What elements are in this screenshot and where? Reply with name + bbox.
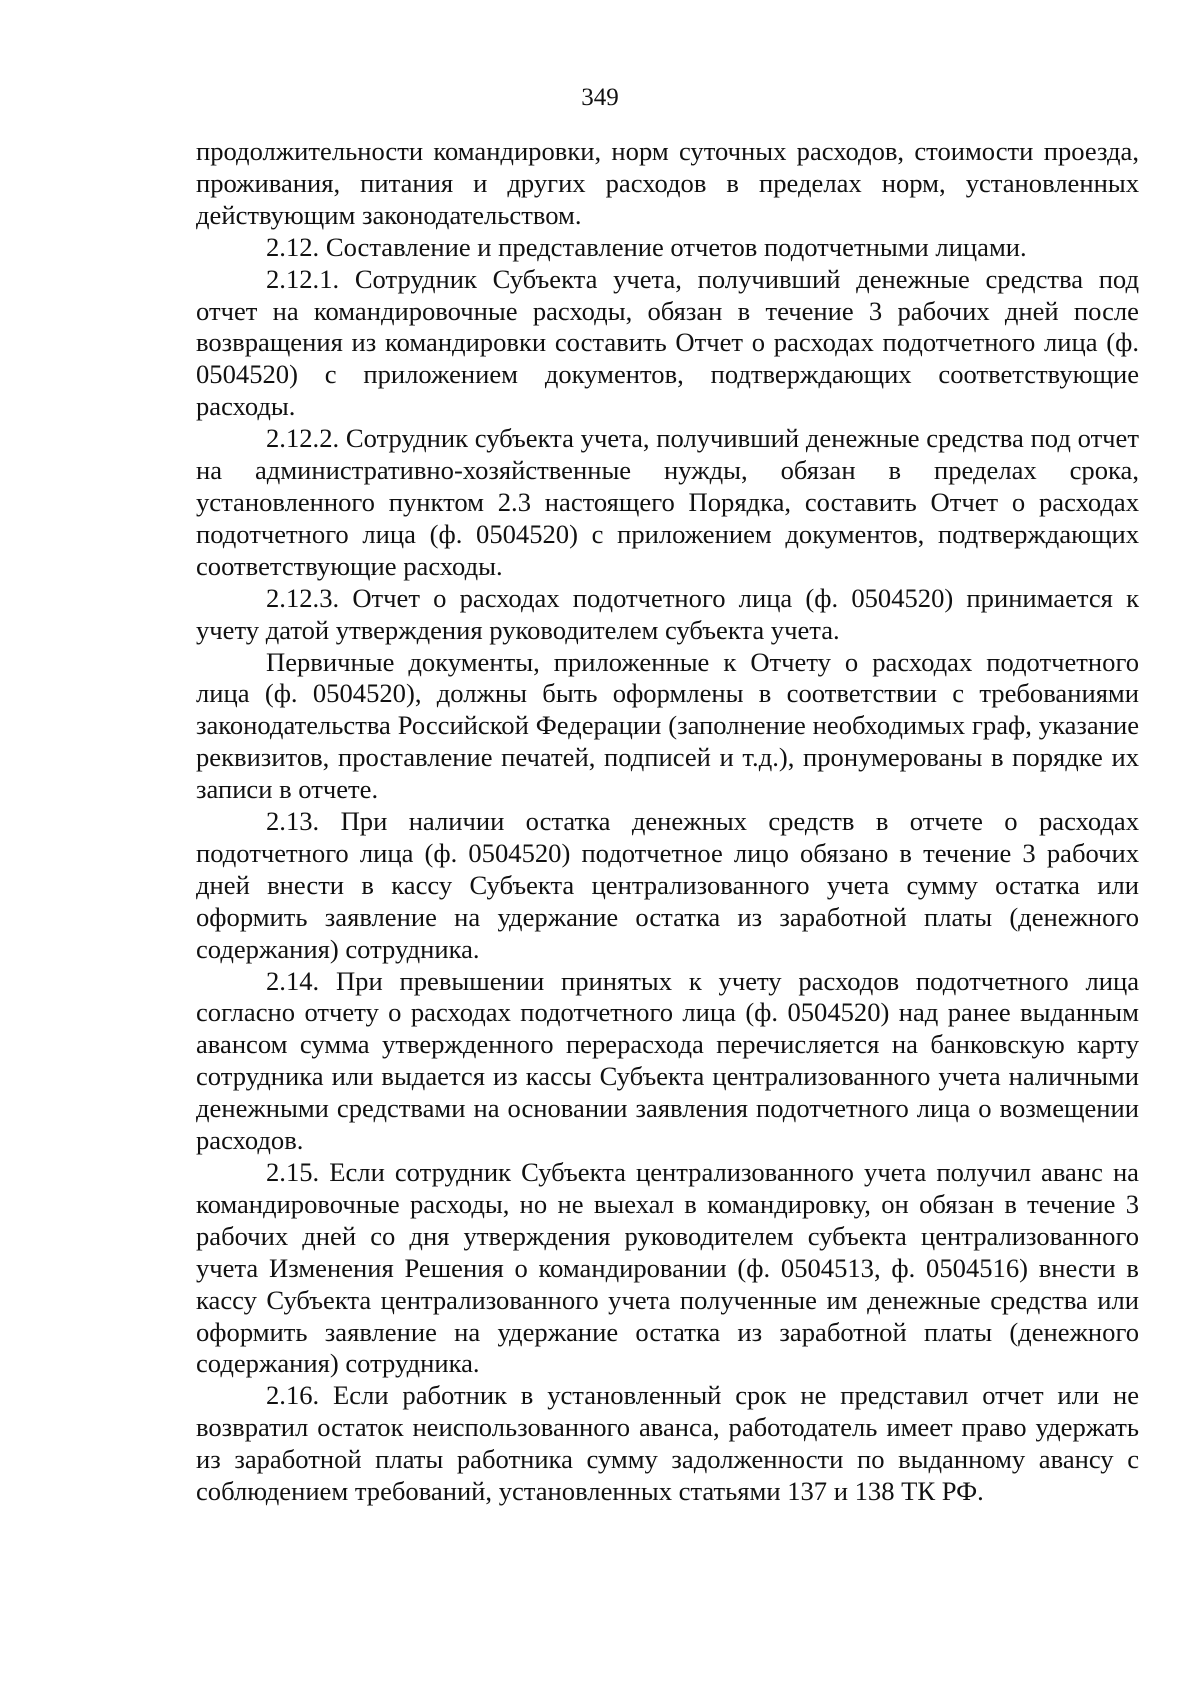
paragraph-2-12-1: 2.12.1. Сотрудник Субъекта учета, получивший денежные средства под отчет на командировочные расходы, обязан в течение 3 рабочих дней после возвращения из командировки составить Отчет о расходах подотчетного лица (ф. 0504520) с приложением документов, подтверждающих соответствующие расходы.	[196, 263, 1139, 422]
paragraph-2-14: 2.14. При превышении принятых к учету расходов подотчетного лица согласно отчету о расходах подотчетного лица (ф. 0504520) над ранее выданным авансом сумма утвержденного перерасхода перечисляется на банковскую карту сотрудника или выдается из кассы Субъекта централизованного учета наличными денежными средствами на основании заявления подотчетного лица о возмещении расходов.	[196, 965, 1139, 1156]
paragraph-2-15: 2.15. Если сотрудник Субъекта централизованного учета получил аванс на командировочные расходы, но не выехал в командировку, он обязан в течение 3 рабочих дней со дня утверждения руководителем субъекта централизованного учета Изменения Решения о командировании (ф. 0504513, ф. 0504516) внести в кассу Субъекта централизованного учета полученные им денежные средства или оформить заявление на удержание остатка из заработной платы (денежного содержания) сотрудника.	[196, 1157, 1139, 1379]
paragraph-primary-documents: Первичные документы, приложенные к Отчету о расходах подотчетного лица (ф. 0504520), должны быть оформлены в соответствии с требованиями законодательства Российской Федерации (заполнение необходимых граф, указание реквизитов, проставление печатей, подписей и т.д.), пронумерованы в порядке их записи в отчете.	[196, 646, 1139, 805]
document-body	[196, 136, 1139, 1508]
paragraph-2-12-2: 2.12.2. Сотрудник субъекта учета, получивший денежные средства под отчет на административно-хозяйственные нужды, обязан в пределах срока, установленного пунктом 2.3 настоящего Порядка, составить Отчет о расходах подотчетного лица (ф. 0504520) с приложением документов, подтверждающих соответствующие расходы.	[196, 423, 1139, 581]
page-number: 349	[581, 84, 619, 111]
paragraph-2-12-3: 2.12.3. Отчет о расходах подотчетного лица (ф. 0504520) принимается к учету датой утверждения руководителем субъекта учета.	[196, 582, 1139, 645]
paragraph-2-12: 2.12. Составление и представление отчетов подотчетными лицами.	[266, 231, 1027, 262]
paragraph-continuation: продолжительности командировки, норм суточных расходов, стоимости проезда, проживания, питания и других расходов в пределах норм, установленных действующим законодательством.	[196, 136, 1139, 230]
paragraph-2-13: 2.13. При наличии остатка денежных средств в отчете о расходах подотчетного лица (ф. 0504520) подотчетное лицо обязано в течение 3 рабочих дней внести в кассу Субъекта централизованного учета сумму остатка или оформить заявление на удержание остатка из заработной платы (денежного содержания) сотрудника.	[196, 806, 1139, 964]
paragraph-2-16: 2.16. Если работник в установленный срок не представил отчет или не возвратил остаток неиспользованного аванса, работодатель имеет право удержать из заработной платы работника сумму задолженности по выданному авансу с соблюдением требований, установленных статьями 137 и 138 ТК РФ.	[196, 1380, 1139, 1507]
